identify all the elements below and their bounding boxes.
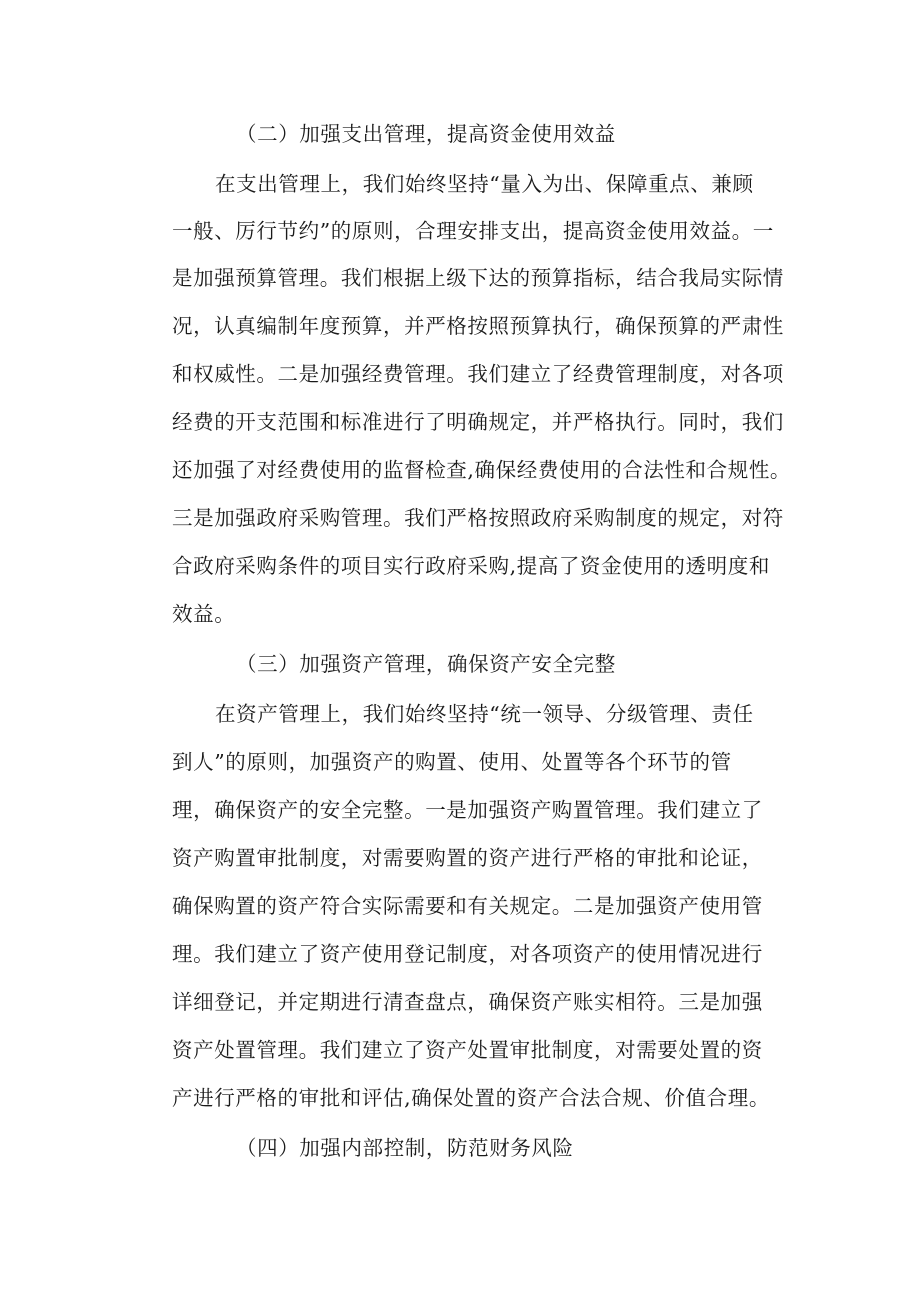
paragraph-line: 资产购置审批制度，对需要购置的资产进行严格的审批和论证， <box>172 846 763 870</box>
section-heading-3: （三）加强资产管理，确保资产安全完整 <box>236 652 616 676</box>
paragraph-line: 详细登记，并定期进行清查盘点，确保资产账实相符。三是加强 <box>172 990 763 1014</box>
paragraph-line: 还加强了对经费使用的监督检查,确保经费使用的合法性和合规性。 <box>172 458 792 482</box>
paragraph-line: 和权威性。二是加强经费管理。我们建立了经费管理制度，对各项 <box>172 362 784 386</box>
paragraph-line: 一般、厉行节约”的原则，合理安排支出，提高资金使用效益。一 <box>172 219 774 243</box>
paragraph-line: 理，确保资产的安全完整。一是加强资产购置管理。我们建立了 <box>172 798 763 822</box>
paragraph-line: 在资产管理上，我们始终坚持“统一领导、分级管理、责任 <box>215 702 754 726</box>
paragraph-line: 是加强预算管理。我们根据上级下达的预算指标，结合我局实际情 <box>172 266 784 290</box>
paragraph-line: 况，认真编制年度预算，并严格按照预算执行，确保预算的严肃性 <box>172 314 784 338</box>
paragraph-line: 经费的开支范围和标准进行了明确规定，并严格执行。同时，我们 <box>172 410 784 434</box>
paragraph-line: 资产处置管理。我们建立了资产处置审批制度，对需要处置的资 <box>172 1038 763 1062</box>
section-heading-4: （四）加强内部控制，防范财务风险 <box>236 1136 574 1160</box>
paragraph-line: 在支出管理上，我们始终坚持“量入为出、保障重点、兼顾 <box>215 172 754 196</box>
paragraph-line: 到人”的原则，加强资产的购置、使用、处置等各个环节的管 <box>172 750 732 774</box>
paragraph-line: 合政府采购条件的项目实行政府采购,提高了资金使用的透明度和 <box>172 554 770 578</box>
paragraph-line: 产进行严格的审批和评估,确保处置的资产合法合规、价值合理。 <box>172 1086 770 1110</box>
paragraph-line: 理。我们建立了资产使用登记制度，对各项资产的使用情况进行 <box>172 942 763 966</box>
paragraph-line: 三是加强政府采购管理。我们严格按照政府采购制度的规定，对符 <box>172 506 784 530</box>
section-heading-2: （二）加强支出管理，提高资金使用效益 <box>236 122 616 146</box>
paragraph-line: 效益。 <box>172 602 236 626</box>
paragraph-line: 确保购置的资产符合实际需要和有关规定。二是加强资产使用管 <box>172 894 763 918</box>
